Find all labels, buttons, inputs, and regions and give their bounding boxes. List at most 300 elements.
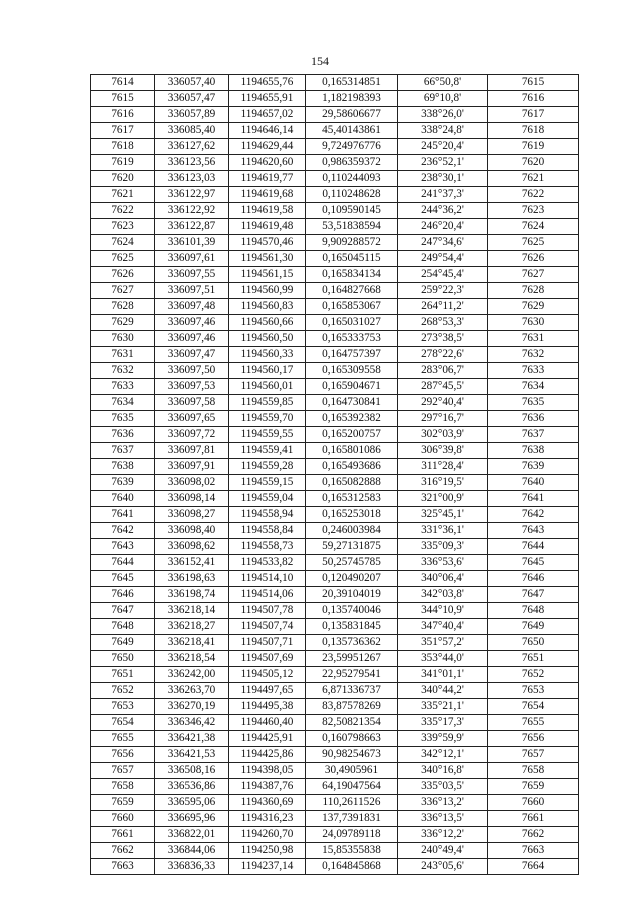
bearing-cell: 306°39,8' [398,443,488,459]
distance-cell: 90,98254673 [306,747,398,763]
y-coordinate-cell: 1194619,68 [229,187,306,203]
y-coordinate-cell: 1194561,15 [229,267,306,283]
point-number-cell: 7644 [91,555,155,571]
y-coordinate-cell: 1194559,15 [229,475,306,491]
y-coordinate-cell: 1194560,01 [229,379,306,395]
x-coordinate-cell: 336218,14 [155,603,229,619]
x-coordinate-cell: 336242,00 [155,667,229,683]
x-coordinate-cell: 336057,47 [155,91,229,107]
y-coordinate-cell: 1194387,76 [229,779,306,795]
bearing-cell: 338°24,8' [398,123,488,139]
next-point-cell: 7651 [488,651,579,667]
distance-cell: 0,120490207 [306,571,398,587]
y-coordinate-cell: 1194507,71 [229,635,306,651]
table-row [91,523,579,539]
next-point-cell: 7624 [488,219,579,235]
x-coordinate-cell: 336097,50 [155,363,229,379]
bearing-cell: 236°52,1' [398,155,488,171]
next-point-cell: 7656 [488,731,579,747]
y-coordinate-cell: 1194619,58 [229,203,306,219]
distance-cell: 9,724976776 [306,139,398,155]
bearing-cell: 339°59,9' [398,731,488,747]
y-coordinate-cell: 1194560,33 [229,347,306,363]
x-coordinate-cell: 336122,87 [155,219,229,235]
table-row [91,123,579,139]
y-coordinate-cell: 1194507,69 [229,651,306,667]
x-coordinate-cell: 336421,53 [155,747,229,763]
x-coordinate-cell: 336421,38 [155,731,229,747]
table-row [91,171,579,187]
y-coordinate-cell: 1194559,04 [229,491,306,507]
next-point-cell: 7662 [488,827,579,843]
next-point-cell: 7657 [488,747,579,763]
x-coordinate-cell: 336198,74 [155,587,229,603]
next-point-cell: 7633 [488,363,579,379]
distance-cell: 83,87578269 [306,699,398,715]
bearing-cell: 344°10,9' [398,603,488,619]
x-coordinate-cell: 336098,14 [155,491,229,507]
table-row [91,555,579,571]
y-coordinate-cell: 1194507,74 [229,619,306,635]
x-coordinate-cell: 336123,56 [155,155,229,171]
y-coordinate-cell: 1194260,70 [229,827,306,843]
distance-cell: 0,135736362 [306,635,398,651]
table-row [91,155,579,171]
table-row [91,539,579,555]
x-coordinate-cell: 336097,51 [155,283,229,299]
x-coordinate-cell: 336218,27 [155,619,229,635]
bearing-cell: 268°53,3' [398,315,488,331]
y-coordinate-cell: 1194495,38 [229,699,306,715]
bearing-cell: 302°03,9' [398,427,488,443]
x-coordinate-cell: 336097,65 [155,411,229,427]
next-point-cell: 7619 [488,139,579,155]
table-row [91,363,579,379]
point-number-cell: 7647 [91,603,155,619]
distance-cell: 0,164730841 [306,395,398,411]
table-row [91,459,579,475]
table-row [91,587,579,603]
bearing-cell: 338°26,0' [398,107,488,123]
next-point-cell: 7663 [488,843,579,859]
x-coordinate-cell: 336097,46 [155,331,229,347]
bearing-cell: 335°17,3' [398,715,488,731]
bearing-cell: 264°11,2' [398,299,488,315]
point-number-cell: 7636 [91,427,155,443]
distance-cell: 0,165333753 [306,331,398,347]
bearing-cell: 336°12,2' [398,827,488,843]
point-number-cell: 7651 [91,667,155,683]
table-row [91,427,579,443]
point-number-cell: 7641 [91,507,155,523]
table-row [91,315,579,331]
next-point-cell: 7630 [488,315,579,331]
x-coordinate-cell: 336097,91 [155,459,229,475]
bearing-cell: 340°06,4' [398,571,488,587]
next-point-cell: 7635 [488,395,579,411]
table-row [91,619,579,635]
next-point-cell: 7617 [488,107,579,123]
point-number-cell: 7655 [91,731,155,747]
y-coordinate-cell: 1194559,41 [229,443,306,459]
table-row [91,283,579,299]
distance-cell: 0,165834134 [306,267,398,283]
bearing-cell: 341°01,1' [398,667,488,683]
x-coordinate-cell: 336085,40 [155,123,229,139]
bearing-cell: 325°45,1' [398,507,488,523]
y-coordinate-cell: 1194619,77 [229,171,306,187]
table-row [91,395,579,411]
distance-cell: 0,164845868 [306,859,398,875]
distance-cell: 0,246003984 [306,523,398,539]
y-coordinate-cell: 1194561,30 [229,251,306,267]
point-number-cell: 7646 [91,587,155,603]
distance-cell: 45,40143861 [306,123,398,139]
y-coordinate-cell: 1194398,05 [229,763,306,779]
x-coordinate-cell: 336122,92 [155,203,229,219]
next-point-cell: 7629 [488,299,579,315]
distance-cell: 30,4905961 [306,763,398,779]
y-coordinate-cell: 1194655,91 [229,91,306,107]
table-row [91,411,579,427]
next-point-cell: 7627 [488,267,579,283]
x-coordinate-cell: 336097,55 [155,267,229,283]
bearing-cell: 243°05,6' [398,859,488,875]
distance-cell: 0,164757397 [306,347,398,363]
distance-cell: 0,165045115 [306,251,398,267]
next-point-cell: 7626 [488,251,579,267]
bearing-cell: 278°22,6' [398,347,488,363]
x-coordinate-cell: 336695,96 [155,811,229,827]
distance-cell: 0,165853067 [306,299,398,315]
table-row [91,715,579,731]
table-row [91,379,579,395]
next-point-cell: 7642 [488,507,579,523]
bearing-cell: 342°12,1' [398,747,488,763]
next-point-cell: 7636 [488,411,579,427]
distance-cell: 1,182198393 [306,91,398,107]
bearing-cell: 249°54,4' [398,251,488,267]
bearing-cell: 340°16,8' [398,763,488,779]
bearing-cell: 254°45,4' [398,267,488,283]
y-coordinate-cell: 1194425,86 [229,747,306,763]
point-number-cell: 7630 [91,331,155,347]
next-point-cell: 7641 [488,491,579,507]
page-number: 154 [311,54,329,68]
next-point-cell: 7660 [488,795,579,811]
next-point-cell: 7649 [488,619,579,635]
bearing-cell: 347°40,4' [398,619,488,635]
point-number-cell: 7649 [91,635,155,651]
x-coordinate-cell: 336101,39 [155,235,229,251]
table-row [91,507,579,523]
x-coordinate-cell: 336844,06 [155,843,229,859]
point-number-cell: 7633 [91,379,155,395]
point-number-cell: 7642 [91,523,155,539]
point-number-cell: 7621 [91,187,155,203]
x-coordinate-cell: 336152,41 [155,555,229,571]
bearing-cell: 247°34,6' [398,235,488,251]
y-coordinate-cell: 1194558,94 [229,507,306,523]
point-number-cell: 7652 [91,683,155,699]
bearing-cell: 335°21,1' [398,699,488,715]
point-number-cell: 7625 [91,251,155,267]
bearing-cell: 321°00,9' [398,491,488,507]
y-coordinate-cell: 1194425,91 [229,731,306,747]
distance-cell: 6,871336737 [306,683,398,699]
x-coordinate-cell: 336098,62 [155,539,229,555]
y-coordinate-cell: 1194629,44 [229,139,306,155]
bearing-cell: 287°45,5' [398,379,488,395]
next-point-cell: 7622 [488,187,579,203]
y-coordinate-cell: 1194560,17 [229,363,306,379]
x-coordinate-cell: 336097,81 [155,443,229,459]
point-number-cell: 7658 [91,779,155,795]
table-row [91,843,579,859]
next-point-cell: 7639 [488,459,579,475]
bearing-cell: 259°22,3' [398,283,488,299]
x-coordinate-cell: 336127,62 [155,139,229,155]
distance-cell: 0,165801086 [306,443,398,459]
bearing-cell: 336°53,6' [398,555,488,571]
distance-cell: 0,165392382 [306,411,398,427]
next-point-cell: 7659 [488,779,579,795]
y-coordinate-cell: 1194619,48 [229,219,306,235]
table-row [91,219,579,235]
distance-cell: 0,165493686 [306,459,398,475]
table-row [91,795,579,811]
x-coordinate-cell: 336097,61 [155,251,229,267]
point-number-cell: 7662 [91,843,155,859]
table-row [91,75,579,91]
bearing-cell: 331°36,1' [398,523,488,539]
bearing-cell: 241°37,3' [398,187,488,203]
x-coordinate-cell: 336098,40 [155,523,229,539]
distance-cell: 0,165904671 [306,379,398,395]
table-row [91,187,579,203]
table-row [91,603,579,619]
y-coordinate-cell: 1194560,83 [229,299,306,315]
y-coordinate-cell: 1194497,65 [229,683,306,699]
point-number-cell: 7618 [91,139,155,155]
y-coordinate-cell: 1194507,78 [229,603,306,619]
point-number-cell: 7640 [91,491,155,507]
y-coordinate-cell: 1194558,73 [229,539,306,555]
bearing-cell: 336°13,5' [398,811,488,827]
bearing-cell: 353°44,0' [398,651,488,667]
x-coordinate-cell: 336097,48 [155,299,229,315]
y-coordinate-cell: 1194558,84 [229,523,306,539]
next-point-cell: 7615 [488,75,579,91]
table-row [91,299,579,315]
point-number-cell: 7619 [91,155,155,171]
point-number-cell: 7626 [91,267,155,283]
next-point-cell: 7637 [488,427,579,443]
distance-cell: 22,95279541 [306,667,398,683]
table-row [91,91,579,107]
table-row [91,747,579,763]
distance-cell: 29,58606677 [306,107,398,123]
next-point-cell: 7664 [488,859,579,875]
bearing-cell: 335°09,3' [398,539,488,555]
distance-cell: 59,27131875 [306,539,398,555]
distance-cell: 50,25745785 [306,555,398,571]
bearing-cell: 245°20,4' [398,139,488,155]
point-number-cell: 7639 [91,475,155,491]
bearing-cell: 335°03,5' [398,779,488,795]
point-number-cell: 7627 [91,283,155,299]
table-row [91,779,579,795]
point-number-cell: 7660 [91,811,155,827]
point-number-cell: 7661 [91,827,155,843]
next-point-cell: 7644 [488,539,579,555]
next-point-cell: 7638 [488,443,579,459]
table-row [91,635,579,651]
distance-cell: 0,165031027 [306,315,398,331]
x-coordinate-cell: 336836,33 [155,859,229,875]
point-number-cell: 7614 [91,75,155,91]
point-number-cell: 7657 [91,763,155,779]
next-point-cell: 7616 [488,91,579,107]
table-body [91,75,579,875]
next-point-cell: 7621 [488,171,579,187]
x-coordinate-cell: 336098,02 [155,475,229,491]
point-number-cell: 7616 [91,107,155,123]
next-point-cell: 7620 [488,155,579,171]
y-coordinate-cell: 1194559,85 [229,395,306,411]
point-number-cell: 7623 [91,219,155,235]
distance-cell: 20,39104019 [306,587,398,603]
distance-cell: 110,2611526 [306,795,398,811]
next-point-cell: 7623 [488,203,579,219]
distance-cell: 64,19047564 [306,779,398,795]
y-coordinate-cell: 1194559,28 [229,459,306,475]
distance-cell: 0,110244093 [306,171,398,187]
bearing-cell: 336°13,2' [398,795,488,811]
distance-cell: 15,85355838 [306,843,398,859]
table-row [91,667,579,683]
next-point-cell: 7655 [488,715,579,731]
distance-cell: 0,165082888 [306,475,398,491]
next-point-cell: 7640 [488,475,579,491]
table-row [91,347,579,363]
next-point-cell: 7653 [488,683,579,699]
y-coordinate-cell: 1194559,55 [229,427,306,443]
point-number-cell: 7631 [91,347,155,363]
point-number-cell: 7637 [91,443,155,459]
point-number-cell: 7663 [91,859,155,875]
y-coordinate-cell: 1194533,82 [229,555,306,571]
distance-cell: 0,164827668 [306,283,398,299]
point-number-cell: 7635 [91,411,155,427]
next-point-cell: 7647 [488,587,579,603]
point-number-cell: 7622 [91,203,155,219]
bearing-cell: 244°36,2' [398,203,488,219]
x-coordinate-cell: 336595,06 [155,795,229,811]
bearing-cell: 311°28,4' [398,459,488,475]
y-coordinate-cell: 1194237,14 [229,859,306,875]
y-coordinate-cell: 1194360,69 [229,795,306,811]
table-row [91,859,579,875]
distance-cell: 23,59951267 [306,651,398,667]
next-point-cell: 7632 [488,347,579,363]
distance-cell: 0,135831845 [306,619,398,635]
next-point-cell: 7652 [488,667,579,683]
next-point-cell: 7650 [488,635,579,651]
bearing-cell: 66°50,8' [398,75,488,91]
x-coordinate-cell: 336097,53 [155,379,229,395]
y-coordinate-cell: 1194460,40 [229,715,306,731]
point-number-cell: 7620 [91,171,155,187]
y-coordinate-cell: 1194646,14 [229,123,306,139]
y-coordinate-cell: 1194559,70 [229,411,306,427]
table-row [91,571,579,587]
x-coordinate-cell: 336097,58 [155,395,229,411]
bearing-cell: 246°20,4' [398,219,488,235]
distance-cell: 53,51838594 [306,219,398,235]
next-point-cell: 7646 [488,571,579,587]
distance-cell: 0,165309558 [306,363,398,379]
table-row [91,683,579,699]
next-point-cell: 7648 [488,603,579,619]
distance-cell: 24,09789118 [306,827,398,843]
x-coordinate-cell: 336122,97 [155,187,229,203]
x-coordinate-cell: 336218,41 [155,635,229,651]
x-coordinate-cell: 336536,86 [155,779,229,795]
y-coordinate-cell: 1194655,76 [229,75,306,91]
next-point-cell: 7625 [488,235,579,251]
distance-cell: 0,135740046 [306,603,398,619]
point-number-cell: 7617 [91,123,155,139]
next-point-cell: 7658 [488,763,579,779]
point-number-cell: 7643 [91,539,155,555]
next-point-cell: 7618 [488,123,579,139]
y-coordinate-cell: 1194560,99 [229,283,306,299]
bearing-cell: 283°06,7' [398,363,488,379]
next-point-cell: 7654 [488,699,579,715]
distance-cell: 0,986359372 [306,155,398,171]
bearing-cell: 351°57,2' [398,635,488,651]
table-row [91,827,579,843]
y-coordinate-cell: 1194657,02 [229,107,306,123]
point-number-cell: 7632 [91,363,155,379]
y-coordinate-cell: 1194316,23 [229,811,306,827]
point-number-cell: 7650 [91,651,155,667]
point-number-cell: 7624 [91,235,155,251]
x-coordinate-cell: 336057,89 [155,107,229,123]
distance-cell: 0,109590145 [306,203,398,219]
bearing-cell: 316°19,5' [398,475,488,491]
bearing-cell: 342°03,8' [398,587,488,603]
x-coordinate-cell: 336097,72 [155,427,229,443]
x-coordinate-cell: 336198,63 [155,571,229,587]
distance-cell: 9,909288572 [306,235,398,251]
table-row [91,811,579,827]
distance-cell: 0,165314851 [306,75,398,91]
x-coordinate-cell: 336263,70 [155,683,229,699]
table-row [91,731,579,747]
table-row [91,235,579,251]
distance-cell: 0,160798663 [306,731,398,747]
point-number-cell: 7659 [91,795,155,811]
bearing-cell: 238°30,1' [398,171,488,187]
bearing-cell: 297°16,7' [398,411,488,427]
bearing-cell: 69°10,8' [398,91,488,107]
point-number-cell: 7638 [91,459,155,475]
table-row [91,443,579,459]
table-row [91,699,579,715]
point-number-cell: 7653 [91,699,155,715]
